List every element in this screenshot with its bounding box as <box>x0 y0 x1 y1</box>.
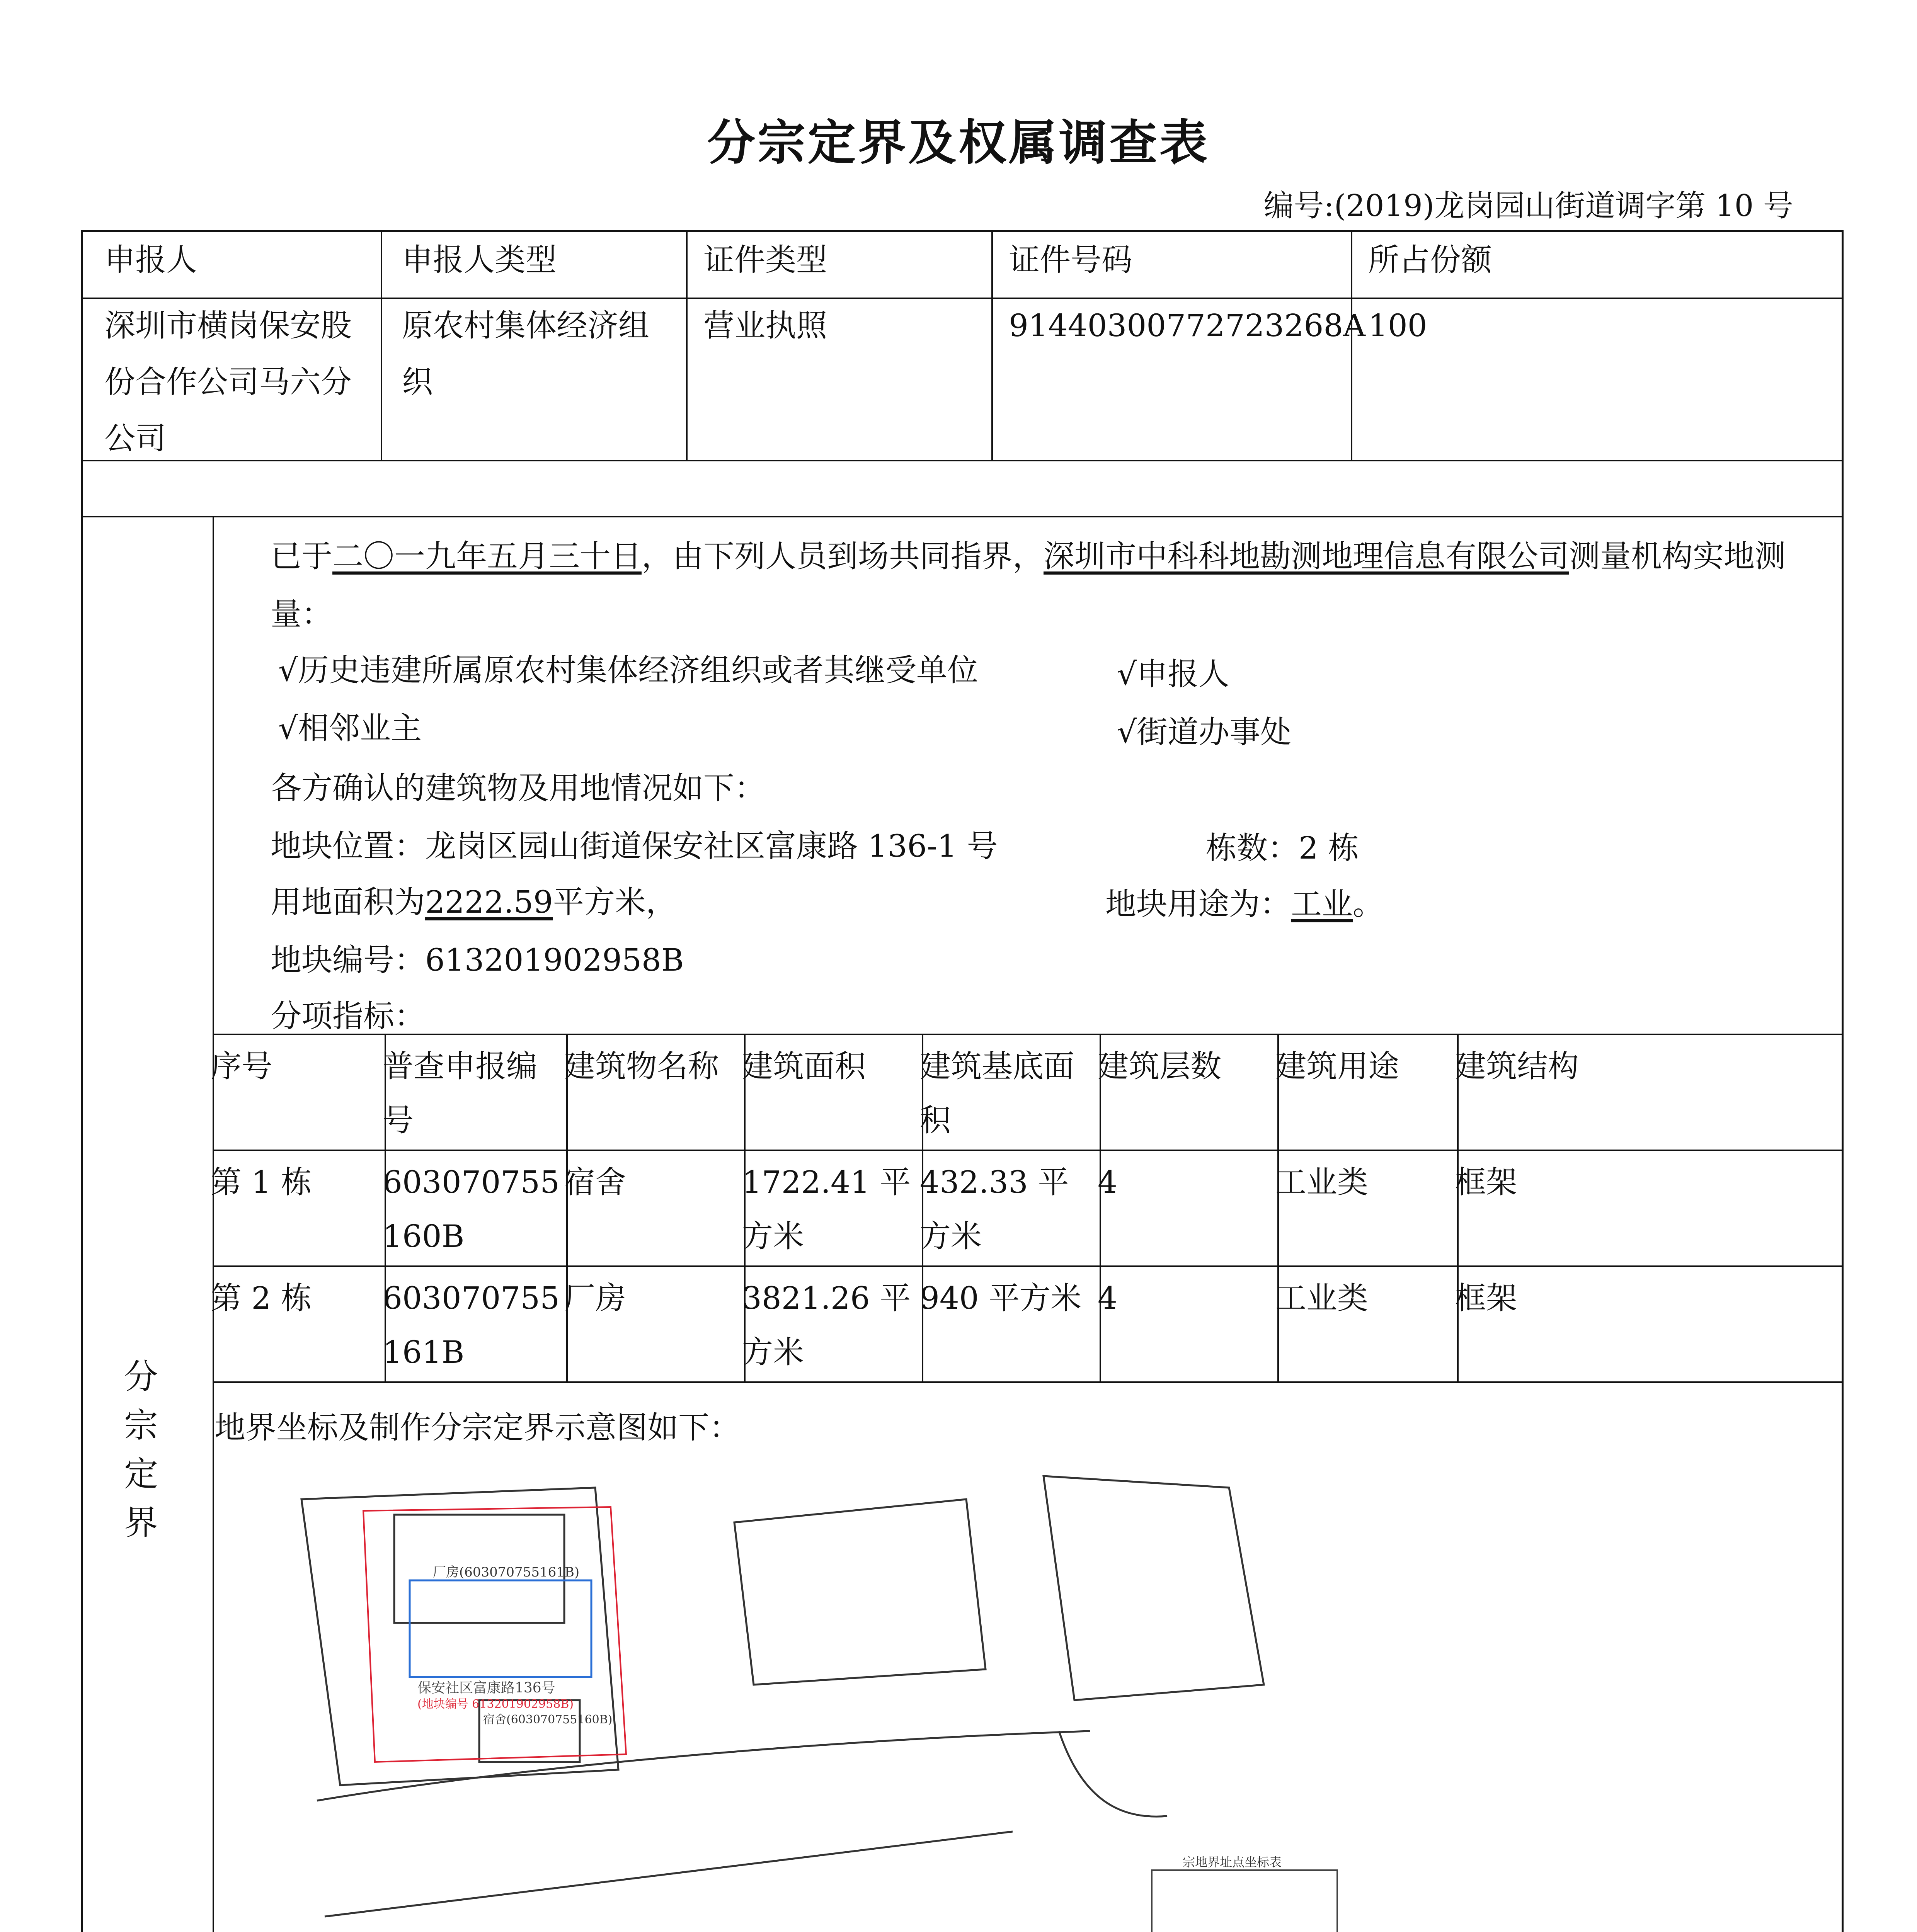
table-header-cell: 建筑物名称 <box>564 1048 719 1084</box>
table-cell: 603070755160B <box>383 1164 560 1254</box>
table-cell: 4 <box>1098 1280 1117 1316</box>
party-subdistrict: √街道办事处 <box>1117 714 1291 750</box>
plot-use-value: 工业 <box>1291 886 1353 922</box>
plot-area-suffix: 平方米， <box>553 884 677 920</box>
table-cell: 第 2 栋 <box>211 1280 312 1316</box>
table-cell: 432.33 平方米 <box>920 1164 1069 1254</box>
col-divider <box>381 232 382 460</box>
road-edge <box>325 1832 1013 1917</box>
table-header-cell: 序号 <box>211 1048 272 1084</box>
table-cell: 第 1 栋 <box>211 1164 312 1200</box>
row-divider <box>83 516 1842 517</box>
table-cell: 603070755161B <box>383 1280 560 1370</box>
label-applicant-type: 申报人类型 <box>402 242 557 278</box>
label-applicant: 申报人 <box>104 242 197 278</box>
party-applicant: √申报人 <box>1117 656 1229 692</box>
table-header-cell: 建筑基底面积 <box>920 1048 1074 1138</box>
map-label-code: (地块编号 613201902958B) <box>417 1697 574 1711</box>
plot-area <box>271 877 677 922</box>
intro-company: 深圳市中科科地勘测地理信息有限公司 <box>1044 538 1569 574</box>
plot-use-suffix: 。 <box>1353 886 1384 922</box>
intro-middle: ，由下列人员到场共同指界， <box>642 538 1044 574</box>
map-caption: 地界坐标及制作分宗定界示意图如下： <box>215 1410 740 1446</box>
map-label-factory: 厂房(603070755161B) <box>433 1565 580 1580</box>
table-header-cell: 建筑结构 <box>1455 1048 1579 1084</box>
plot-code: 地块编号：613201902958B <box>271 942 684 978</box>
table-header-cell: 建筑层数 <box>1098 1048 1221 1084</box>
table-cell: 1722.41 平方米 <box>742 1164 911 1254</box>
table-header-cell: 建筑面积 <box>742 1048 866 1084</box>
applicant-name: 深圳市横岗保安股份合作公司马六分公司 <box>104 308 352 456</box>
table-header-cell: 建筑用途 <box>1275 1048 1399 1084</box>
confirm-text: 各方确认的建筑物及用地情况如下： <box>271 770 765 806</box>
boundary-coord-table <box>1152 1870 1337 1932</box>
section-divider <box>213 516 214 1932</box>
party-neighbors: √相邻业主 <box>278 710 422 746</box>
neighbor-block <box>1044 1476 1264 1700</box>
table-cell: 框架 <box>1455 1164 1517 1200</box>
plot-use-prefix: 地块用途为： <box>1105 886 1291 922</box>
table-cell: 4 <box>1098 1164 1117 1200</box>
document-number: 编号:(2019)龙岗园山街道调字第 10 号 <box>1263 189 1793 223</box>
road-curve <box>1059 1731 1167 1816</box>
plot-area-value: 2222.59 <box>425 884 553 920</box>
label-cert-type: 证件类型 <box>703 242 827 278</box>
col-divider <box>686 232 688 460</box>
section-label <box>83 1352 199 1547</box>
table-cell: 940 平方米 <box>920 1280 1082 1316</box>
table-cell: 3821.26 平方米 <box>742 1280 911 1370</box>
plot-area-prefix: 用地面积为 <box>271 884 425 920</box>
intro-date: 二〇一九年五月三十日 <box>332 538 642 574</box>
road-line <box>317 1731 1090 1801</box>
party-village-org: √历史违建所属原农村集体经济组织或者其继受单位 <box>278 652 978 688</box>
row-divider <box>213 1265 1842 1267</box>
intro-suffix: 测量机构实地测量： <box>271 538 1786 632</box>
neighbor-building <box>734 1499 986 1685</box>
table-cell: 工业类 <box>1275 1164 1368 1200</box>
map-label-plot: 保安社区富康路136号 <box>417 1680 555 1696</box>
table-cell: 宿舍 <box>564 1164 626 1200</box>
map-label-boundary-table: 宗地界址点坐标表 <box>1183 1855 1282 1869</box>
label-share: 所占份额 <box>1368 242 1492 278</box>
plot-use <box>1105 879 1384 923</box>
table-cell: 厂房 <box>564 1280 626 1316</box>
cert-type: 营业执照 <box>703 308 827 344</box>
col-divider <box>991 232 993 460</box>
document-title: 分宗定界及权属调查表 <box>707 115 1210 171</box>
cert-number: 914403007727232​68A <box>1009 308 1366 344</box>
plot-location: 地块位置：龙岗区园山街道保安社区富康路 136-1 号 <box>271 828 998 864</box>
row-divider <box>213 1150 1842 1151</box>
section-label-text: 分宗定界 <box>124 1357 158 1543</box>
applicant-type: 原农村集体经济组织 <box>402 308 649 400</box>
map-label-dorm: 宿舍(603070755160B) <box>483 1713 613 1726</box>
intro-paragraph <box>271 527 1836 643</box>
building-count: 栋数：2 栋 <box>1206 830 1359 866</box>
table-cell: 工业类 <box>1275 1280 1368 1316</box>
boundary-map <box>278 1453 1418 1932</box>
label-cert-number: 证件号码 <box>1009 242 1132 278</box>
subitems-label: 分项指标： <box>271 998 425 1034</box>
row-divider <box>213 1381 1842 1383</box>
table-cell: 框架 <box>1455 1280 1517 1316</box>
plot-boundary <box>301 1488 618 1785</box>
row-divider <box>213 1034 1842 1035</box>
share-value: 100 <box>1368 308 1427 344</box>
intro-prefix: 已于 <box>271 538 332 574</box>
table-header-cell: 普查申报编号 <box>383 1048 537 1138</box>
